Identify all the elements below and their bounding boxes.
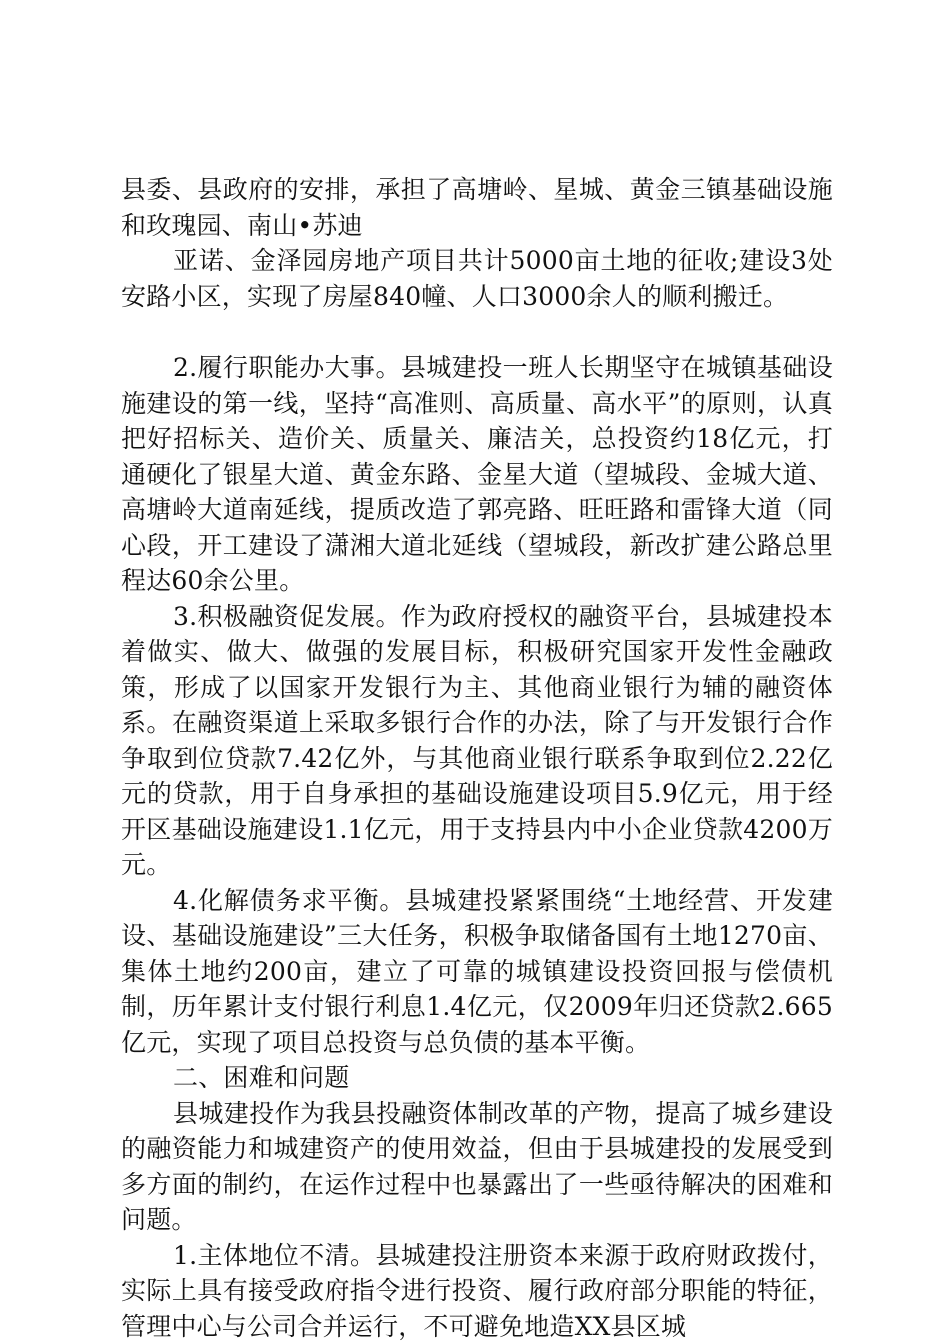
paragraph-item-4: 4.化解债务求平衡。县城建投紧紧围绕“土地经营、开发建设、基础设施建设”三大任务，积极争取储备国有土地1270亩、集体土地约200亩，建立了可靠的城镇建设投资回报与偿债机制，历年累计支付银行利息1.4亿元，仅2009年归还贷款2.665亿元，实现了项目总投资与总负债的基本平衡。	[121, 885, 833, 1057]
paragraph-item-3: 3.积极融资促发展。作为政府授权的融资平台，县城建投本着做实、做大、做强的发展目标，积极研究国家开发性金融政策，形成了以国家开发银行为主、其他商业银行为辅的融资体系。在融资渠道上采取多银行合作的办法，除了与开发银行合作争取到位贷款7.42亿外，与其他商业银行联系争取到位2.22亿元的贷款，用于自身承担的基础设施建设项目5.9亿元，用于经开区基础设施建设1.1亿元，用于支持县内中小企业贷款4200万元。	[121, 601, 833, 879]
paragraph-gap	[121, 314, 833, 350]
document-body	[121, 172, 833, 1344]
paragraph-difficulty-1: 1.主体地位不清。县城建投注册资本来源于政府财政拨付，实际上具有接受政府指令进行投资、履行政府部分职能的特征，管理中心与公司合并运行，不可避免地造XX县区城	[121, 1240, 833, 1341]
paragraph-land-acquisition: 亚诺、金泽园房地产项目共计5000亩土地的征收;建设3处安路小区，实现了房屋840幢、人口3000余人的顺利搬迁。	[121, 246, 833, 311]
paragraph-intro: 县委、县政府的安排，承担了高塘岭、星城、黄金三镇基础设施和玫瑰园、南山•苏迪	[121, 175, 833, 240]
paragraph-item-2: 2.履行职能办大事。县城建投一班人长期坚守在城镇基础设施建设的第一线，坚持“高准则、高质量、高水平”的原则，认真把好招标关、造价关、质量关、廉洁关，总投资约18亿元，打通硬化了银星大道、黄金东路、金星大道（望城段、金城大道、高塘岭大道南延线，提质改造了郭亮路、旺旺路和雷锋大道（同心段，开工建设了潇湘大道北延线（望城段，新改扩建公路总里程达60余公里。	[121, 353, 833, 595]
section-heading-difficulties: 二、困难和问题	[173, 1063, 350, 1092]
paragraph-difficulties-intro: 县城建投作为我县投融资体制改革的产物，提高了城乡建设的融资能力和城建资产的使用效益，但由于县城建投的发展受到多方面的制约，在运作过程中也暴露出了一些亟待解决的困难和问题。	[121, 1098, 833, 1234]
